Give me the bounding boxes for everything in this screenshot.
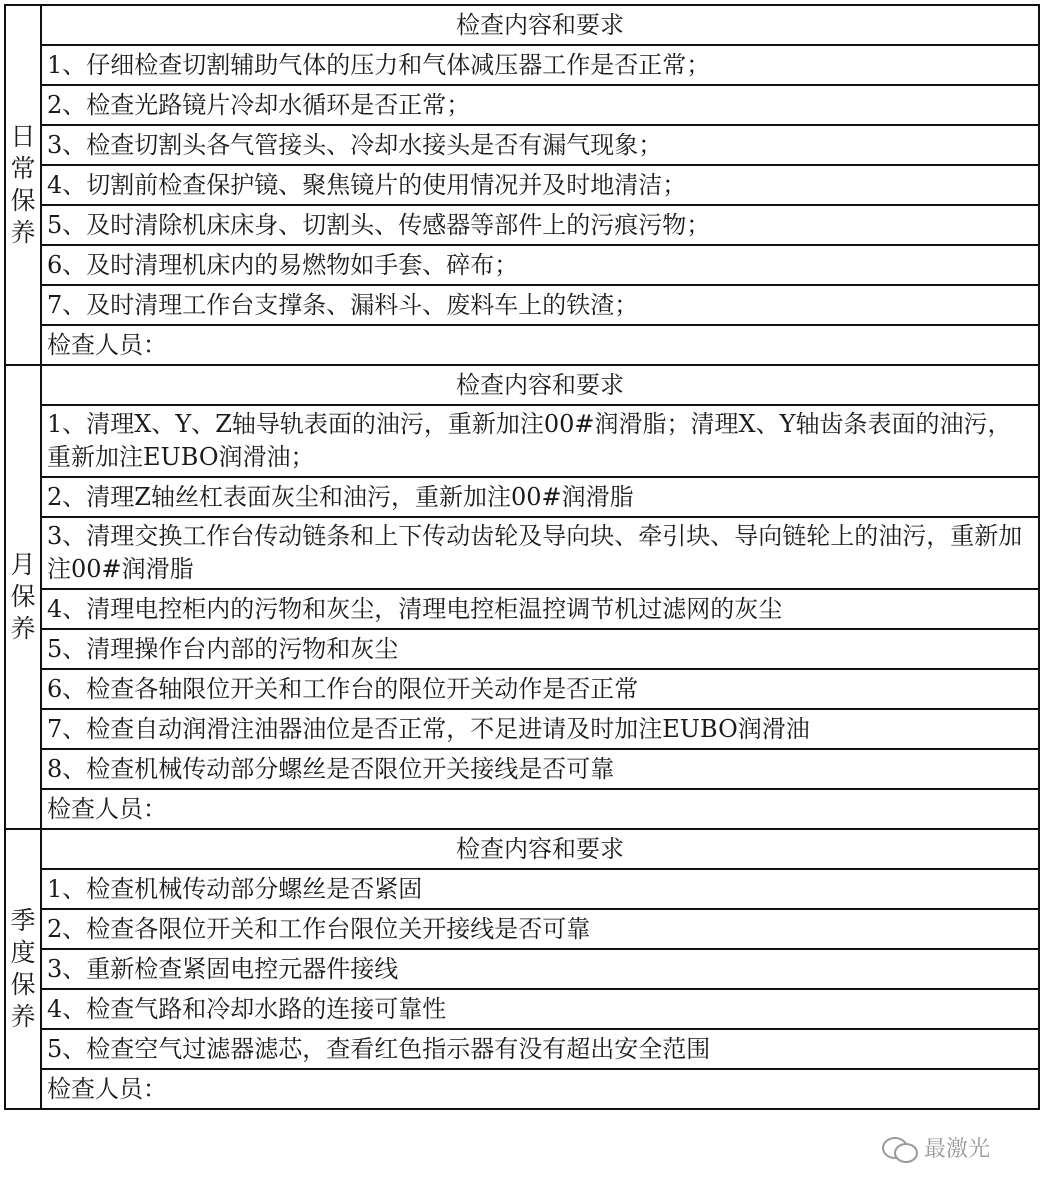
check-item: 2、清理Z轴丝杠表面灰尘和油污，重新加注00#润滑脂 bbox=[41, 477, 1039, 517]
monthly-header-row bbox=[5, 365, 1039, 405]
check-item: 1、检查机械传动部分螺丝是否紧固 bbox=[41, 869, 1039, 909]
table-row bbox=[5, 909, 1039, 949]
check-item: 3、清理交换工作台传动链条和上下传动齿轮及导向块、牵引块、导向链轮上的油污，重新加注00#润滑脂 bbox=[41, 517, 1039, 589]
inspector-row bbox=[5, 789, 1039, 829]
table-row bbox=[5, 477, 1039, 517]
check-item: 6、及时清理机床内的易燃物如手套、碎布； bbox=[41, 245, 1039, 285]
maintenance-sheet bbox=[4, 4, 1040, 1110]
table-row bbox=[5, 749, 1039, 789]
table-row bbox=[5, 1029, 1039, 1069]
section-label-monthly: 月 保 养 bbox=[5, 365, 41, 829]
section-header: 检查内容和要求 bbox=[41, 365, 1039, 405]
table-row bbox=[5, 285, 1039, 325]
inspector-row bbox=[5, 325, 1039, 365]
table-row bbox=[5, 165, 1039, 205]
check-item: 4、清理电控柜内的污物和灰尘，清理电控柜温控调节机过滤网的灰尘 bbox=[41, 589, 1039, 629]
check-item: 5、清理操作台内部的污物和灰尘 bbox=[41, 629, 1039, 669]
check-item: 3、检查切割头各气管接头、冷却水接头是否有漏气现象； bbox=[41, 125, 1039, 165]
section-label-quarterly: 季 度 保 养 bbox=[5, 829, 41, 1109]
check-item: 6、检查各轴限位开关和工作台的限位开关动作是否正常 bbox=[41, 669, 1039, 709]
table-row bbox=[5, 205, 1039, 245]
check-item: 5、及时清除机床床身、切割头、传感器等部件上的污痕污物； bbox=[41, 205, 1039, 245]
check-item: 4、检查气路和冷却水路的连接可靠性 bbox=[41, 989, 1039, 1029]
table-row bbox=[5, 245, 1039, 285]
table-row bbox=[5, 405, 1039, 477]
table-row bbox=[5, 589, 1039, 629]
check-item: 2、检查光路镜片冷却水循环是否正常； bbox=[41, 85, 1039, 125]
inspector-field[interactable]: 检查人员： bbox=[41, 789, 1039, 829]
table-row bbox=[5, 669, 1039, 709]
section-header: 检查内容和要求 bbox=[41, 5, 1039, 45]
daily-header-row bbox=[5, 5, 1039, 45]
check-item: 7、检查自动润滑注油器油位是否正常，不足进请及时加注EUBO润滑油 bbox=[41, 709, 1039, 749]
maintenance-table bbox=[4, 4, 1040, 1110]
watermark bbox=[880, 1132, 990, 1163]
check-item: 1、仔细检查切割辅助气体的压力和气体减压器工作是否正常； bbox=[41, 45, 1039, 85]
table-row bbox=[5, 989, 1039, 1029]
table-row bbox=[5, 125, 1039, 165]
table-row bbox=[5, 869, 1039, 909]
watermark-text: 最激光 bbox=[924, 1137, 991, 1162]
check-item: 5、检查空气过滤器滤芯，查看红色指示器有没有超出安全范围 bbox=[41, 1029, 1039, 1069]
check-item: 3、重新检查紧固电控元器件接线 bbox=[41, 949, 1039, 989]
inspector-field[interactable]: 检查人员： bbox=[41, 1069, 1039, 1109]
table-row bbox=[5, 85, 1039, 125]
check-item: 7、及时清理工作台支撑条、漏料斗、废料车上的铁渣； bbox=[41, 285, 1039, 325]
table-row bbox=[5, 629, 1039, 669]
table-row bbox=[5, 45, 1039, 85]
check-item: 1、清理X、Y、Z轴导轨表面的油污，重新加注00#润滑脂；清理X、Y轴齿条表面的油污，重新加注EUBO润滑油； bbox=[41, 405, 1039, 477]
table-row bbox=[5, 517, 1039, 589]
section-header: 检查内容和要求 bbox=[41, 829, 1039, 869]
inspector-row bbox=[5, 1069, 1039, 1109]
check-item: 4、切割前检查保护镜、聚焦镜片的使用情况并及时地清洁； bbox=[41, 165, 1039, 205]
check-item: 8、检查机械传动部分螺丝是否限位开关接线是否可靠 bbox=[41, 749, 1039, 789]
quarterly-header-row bbox=[5, 829, 1039, 869]
check-item: 2、检查各限位开关和工作台限位关开接线是否可靠 bbox=[41, 909, 1039, 949]
table-row bbox=[5, 949, 1039, 989]
section-label-daily: 日 常 保 养 bbox=[5, 5, 41, 365]
inspector-field[interactable]: 检查人员： bbox=[41, 325, 1039, 365]
wechat-icon bbox=[880, 1133, 918, 1163]
table-row bbox=[5, 709, 1039, 749]
